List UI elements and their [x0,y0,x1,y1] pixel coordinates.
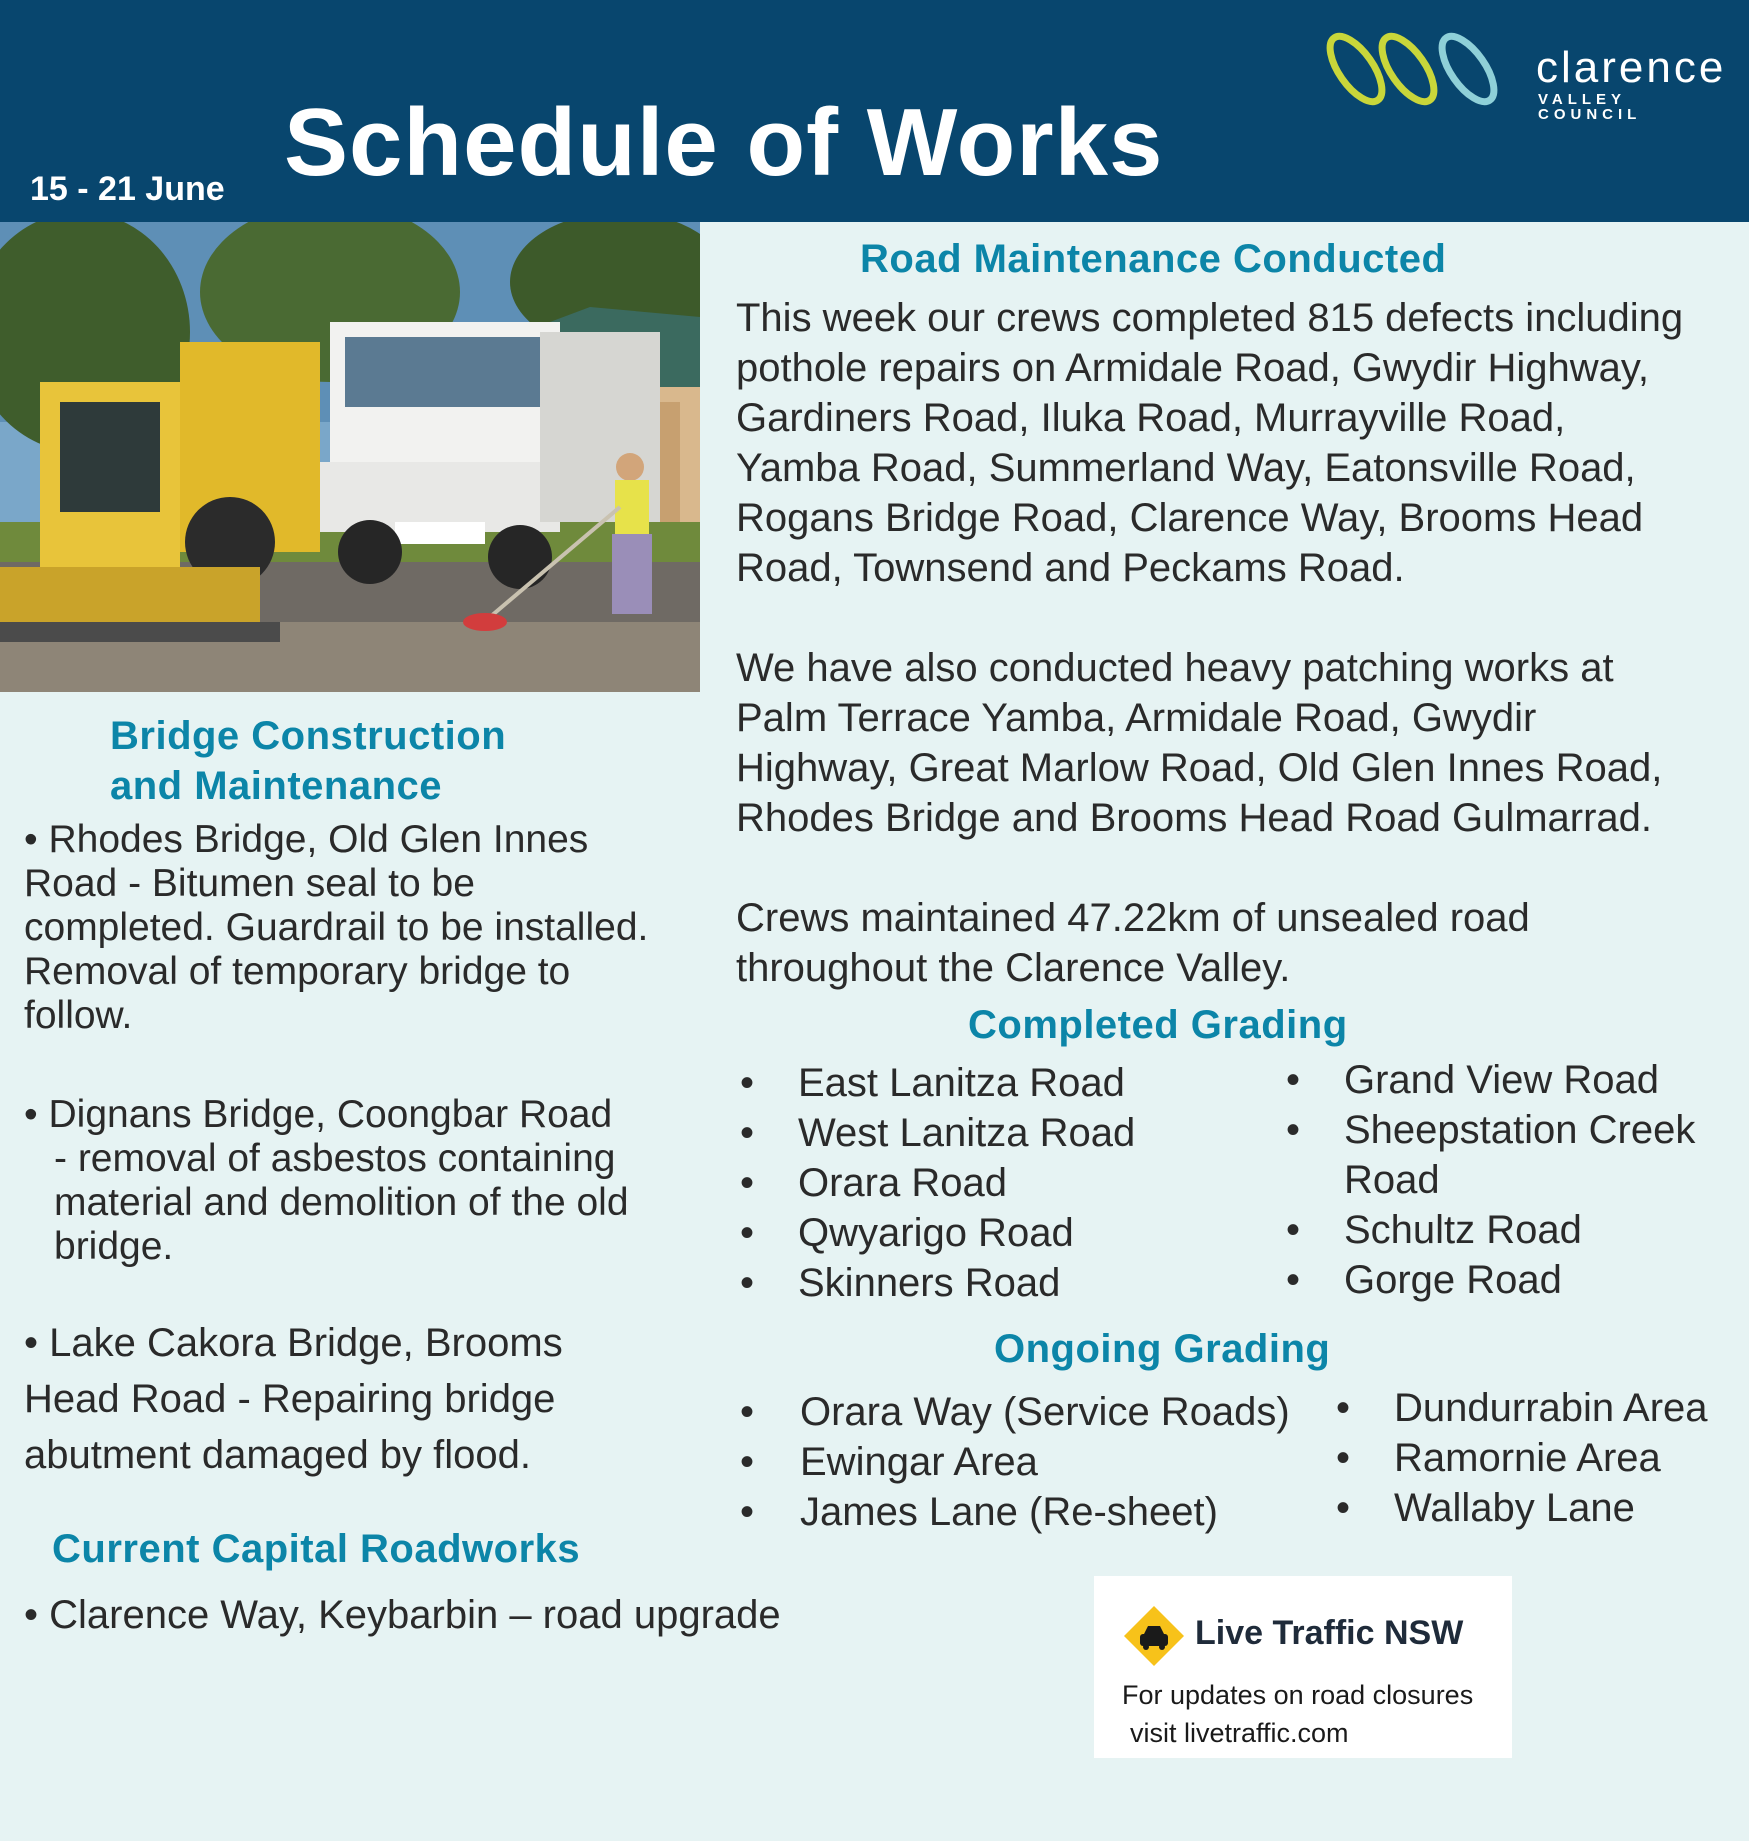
text-line: • Rhodes Bridge, Old Glen Innes [24,818,589,861]
text-line: Road, Townsend and Peckams Road. [736,546,1405,590]
logo-wordmark: clarence [1536,43,1727,92]
text-line: - removal of asbestos containing [54,1137,616,1180]
date-range: 15 - 21 June [30,170,225,208]
council-logo [1318,24,1738,123]
list-item: • Orara Way (Service Roads) [740,1387,1290,1437]
list-item: • Ramornie Area [1336,1433,1708,1483]
capital-item: • Clarence Way, Keybarbin – road upgrade [24,1593,781,1637]
list-item: • James Lane (Re-sheet) [740,1487,1290,1537]
list-item: • Qwyarigo Road [740,1208,1135,1258]
text-line: Head Road - Repairing bridge [24,1377,556,1421]
text-line: • Lake Cakora Bridge, Brooms [24,1321,563,1365]
text-line: This week our crews completed 815 defects including [736,296,1684,340]
bridge-heading-line1: Bridge Construction [110,714,507,758]
text-line: Rogans Bridge Road, Clarence Way, Brooms Head [736,496,1644,540]
text-line: bridge. [54,1225,174,1268]
bridge-item-lake-cakora [24,1315,563,1483]
header-banner [0,0,1749,222]
text-line: throughout the Clarence Valley. [736,946,1291,990]
text-line: Rhodes Bridge and Brooms Head Road Gulmarrad. [736,796,1653,840]
text-line: Palm Terrace Yamba, Armidale Road, Gwydir [736,696,1537,740]
list-item: • Sheepstation Creek Road [1286,1105,1726,1205]
completed-grading-heading: Completed Grading [968,1003,1348,1047]
ongoing-grading-heading: Ongoing Grading [994,1327,1331,1371]
live-traffic-title: Live Traffic NSW [1195,1614,1464,1652]
page-title: Schedule of Works [284,89,1164,196]
live-traffic-link[interactable]: visit livetraffic.com [1130,1718,1349,1748]
list-item: • East Lanitza Road [740,1058,1135,1108]
bridge-heading-line2: and Maintenance [110,764,443,808]
live-traffic-box[interactable] [1094,1576,1512,1758]
list-item: • Ewingar Area [740,1437,1290,1487]
logo-rings-icon [1318,24,1533,114]
text-line: pothole repairs on Armidale Road, Gwydir Highway, [736,346,1650,390]
capital-heading: Current Capital Roadworks [52,1527,581,1571]
list-item: • Grand View Road [1286,1055,1726,1105]
text-line: Gardiners Road, Iluka Road, Murrayville Road, [736,396,1566,440]
car-warning-icon [1122,1604,1186,1668]
list-item: • Schultz Road [1286,1205,1726,1255]
list-item: • Dundurrabin Area [1336,1383,1708,1433]
bridge-item-dignans [24,1093,629,1269]
text-line: Crews maintained 47.22km of unsealed road [736,896,1530,940]
text-line: Road - Bitumen seal to be [24,862,475,905]
roadworks-photo [0,222,700,692]
text-line: abutment damaged by flood. [24,1433,532,1477]
text-line: We have also conducted heavy patching works at [736,646,1614,690]
text-line: follow. [24,994,133,1037]
text-line: Yamba Road, Summerland Way, Eatonsville Road, [736,446,1636,490]
bridge-item-rhodes [24,818,648,1038]
ongoing-grading-list-right [1336,1383,1708,1533]
list-item: • Skinners Road [740,1258,1135,1308]
text-line: completed. Guardrail to be installed. [24,906,649,949]
logo-subtitle: VALLEY COUNCIL [1538,91,1642,123]
text-line: material and demolition of the old [54,1181,629,1224]
list-item: • West Lanitza Road [740,1108,1135,1158]
text-line: Removal of temporary bridge to [24,950,571,993]
road-maintenance-para3 [736,893,1530,993]
road-maintenance-para2 [736,643,1662,843]
live-traffic-line1: For updates on road closures [1122,1680,1474,1710]
list-item: • Orara Road [740,1158,1135,1208]
text-line: Highway, Great Marlow Road, Old Glen Innes Road, [736,746,1663,790]
ongoing-grading-list-left [740,1387,1290,1537]
text-line: • Dignans Bridge, Coongbar Road [24,1093,613,1136]
road-maintenance-para1 [736,293,1683,593]
completed-grading-list-left [740,1058,1135,1308]
completed-grading-list-right [1286,1055,1726,1305]
list-item: • Wallaby Lane [1336,1483,1708,1533]
road-maintenance-heading: Road Maintenance Conducted [860,237,1447,281]
list-item: • Gorge Road [1286,1255,1726,1305]
